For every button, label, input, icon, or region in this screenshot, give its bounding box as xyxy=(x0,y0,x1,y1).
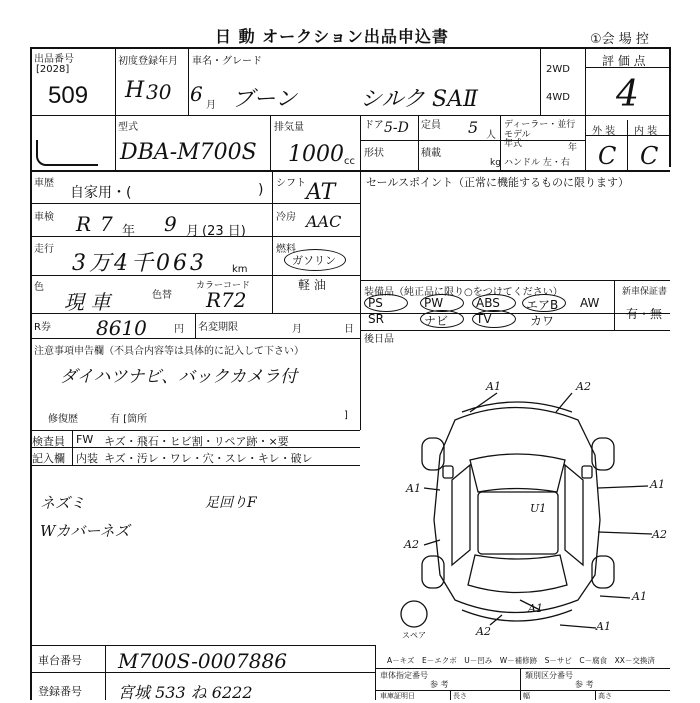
displacement-unit: cc xyxy=(344,156,355,167)
plate-value: 宮城 533 ね 6222 xyxy=(118,683,253,702)
capacity-value: 5 xyxy=(468,118,479,137)
inspector-note-left-1: ネズミ xyxy=(40,494,86,512)
equipment-item: SR xyxy=(368,312,384,326)
car-body-outline xyxy=(434,408,600,613)
repair-value: 有 [箇所 xyxy=(110,414,148,425)
inspection-month: 9 xyxy=(164,212,177,236)
color-change-label: 色替 xyxy=(152,290,172,301)
fuel-gas: ガソリン xyxy=(292,254,336,267)
equipment-item: カワ xyxy=(530,314,555,328)
dealer-label: ディーラー・並行 xyxy=(504,120,576,130)
damage-mark: A1 xyxy=(632,590,647,603)
damage-mark: A1 xyxy=(650,478,665,491)
form-title: 日 動 オークション出品申込書 xyxy=(215,27,449,46)
name-change-month: 月 xyxy=(292,324,302,335)
car-name-label: 車名・グレード xyxy=(192,56,262,67)
damage-mark: A1 xyxy=(596,620,611,633)
equipment-item: PW xyxy=(424,296,444,310)
inspector-note-left-2: Wカバーネズ xyxy=(40,522,130,540)
fw-label: FW xyxy=(76,433,94,446)
displacement-label: 排気量 xyxy=(274,122,304,133)
inspection-year-unit: 年 xyxy=(122,224,136,239)
length-label: 長さ xyxy=(453,692,467,700)
mileage-value: 3万4千063 xyxy=(72,251,207,276)
chassis-label: 車台番号 xyxy=(38,654,82,667)
registration-era: H xyxy=(125,78,145,103)
lot-number: 509 xyxy=(48,82,89,109)
leader-line xyxy=(600,596,630,598)
recycle-value: 8610 xyxy=(96,316,147,340)
interior-row-label: 内装 xyxy=(76,452,98,465)
interior-items: キズ・汚レ・ワレ・穴・スレ・キレ・破レ xyxy=(104,452,313,465)
warranty-value: 有・無 xyxy=(626,307,663,321)
damage-mark: A1 xyxy=(528,602,543,615)
inspection-year: 7 xyxy=(100,212,113,236)
leader-line xyxy=(598,486,648,488)
registration-month-unit: 月 xyxy=(206,100,216,111)
notes-value: ダイハツナビ、バックカメラ付 xyxy=(60,367,298,387)
car-side-window-left xyxy=(452,465,470,565)
maker-label: 車体指定番号 xyxy=(380,671,428,680)
doors-value: 5-D xyxy=(384,120,409,136)
mileage-label: 走行 xyxy=(34,244,54,255)
drive-4wd: 4WD xyxy=(546,92,570,103)
rating-score: 4 xyxy=(616,74,639,115)
leader-line xyxy=(598,532,652,534)
name-change-day: 日 xyxy=(344,324,354,335)
car-rear-bumper xyxy=(462,610,572,621)
ac-value: AAC xyxy=(306,212,342,231)
ref-2: 参 考 xyxy=(575,680,594,689)
color-code: R72 xyxy=(206,288,247,312)
lot-label: 出品番号 xyxy=(34,54,74,65)
interior-label: 内 装 xyxy=(634,126,658,137)
interior-grade: C xyxy=(640,142,659,170)
equipment-item: TV xyxy=(476,312,492,326)
cert-label: 車庫証明日 xyxy=(380,692,415,700)
model-value: DBA-M700S xyxy=(120,140,257,165)
color-value: 現 車 xyxy=(64,290,111,314)
venue-copy-label: ①会 場 控 xyxy=(590,32,649,47)
plate-label: 登録番号 xyxy=(38,685,82,698)
inspector-note-right: 足回りF xyxy=(205,495,257,511)
damage-mark: A2 xyxy=(476,625,491,638)
spare-tire xyxy=(401,601,427,627)
exterior-grade: C xyxy=(598,142,617,170)
equipment-item: AW xyxy=(580,296,600,310)
chassis-value: M700S-0007886 xyxy=(118,649,287,673)
inspection-label: 車検 xyxy=(34,212,54,223)
width-label: 幅 xyxy=(523,692,530,700)
leader-line xyxy=(424,540,440,545)
leader-line xyxy=(560,625,596,628)
car-rear-window xyxy=(468,555,567,593)
capacity-label: 定員 xyxy=(421,120,441,131)
repair-label: 修復歴 xyxy=(48,414,78,425)
fuel-label: 燃料 xyxy=(276,244,296,255)
car-mirror-left xyxy=(443,466,453,478)
equipment-item: PS xyxy=(368,296,383,310)
height-label: 高さ xyxy=(598,692,612,700)
shift-label: シフト xyxy=(276,178,306,189)
damage-mark: A1 xyxy=(486,380,501,393)
registration-label: 初度登録年月 xyxy=(118,56,178,67)
car-grade: シルク SAⅡ xyxy=(360,87,478,112)
rating-label: 評 価 点 xyxy=(602,54,646,68)
damage-mark: A2 xyxy=(404,538,419,551)
recycle-label: R券 xyxy=(34,322,51,333)
use-label: 車歴 xyxy=(34,178,54,189)
equipment-item: エアB xyxy=(526,298,559,312)
inspection-day: (23 日) xyxy=(202,224,246,239)
ac-label: 冷房 xyxy=(276,212,296,223)
registration-month: 6 xyxy=(190,82,203,106)
warranty-label: 新車保証書 xyxy=(622,287,668,297)
model-year-label: モデル年式 xyxy=(504,130,531,149)
doors-label: ドア xyxy=(364,120,384,131)
damage-mark: A1 xyxy=(406,482,421,495)
model-year-unit: 年 xyxy=(568,143,578,153)
handle-label: ハンドル 左・右 xyxy=(504,158,570,168)
sales-points-label: セールスポイント（正常に機能するものに限ります） xyxy=(366,176,630,189)
color-code-label: カラーコード xyxy=(196,281,251,291)
repair-close: ] xyxy=(344,410,348,421)
exterior-label: 外 装 xyxy=(592,126,616,137)
damage-mark: U1 xyxy=(530,502,547,515)
damage-mark: A2 xyxy=(652,528,667,541)
shape-label: 形状 xyxy=(364,148,384,159)
drive-2wd: 2WD xyxy=(546,64,570,75)
use-value: 自家用・( xyxy=(70,185,132,201)
equipment-item: ナビ xyxy=(424,314,449,328)
inspector-label: 検査員 xyxy=(32,435,65,448)
post-remarks-label: 後日品 xyxy=(364,334,394,345)
footer-legend: A－キズ E－エクボ U－凹み W－補修跡 S－サビ C－腐食 XX－交換済 xyxy=(387,656,655,665)
load-label: 積載 xyxy=(421,148,441,159)
damage-mark: A2 xyxy=(576,380,591,393)
car-side-window-right xyxy=(565,465,583,565)
color-label: 色 xyxy=(34,282,44,293)
car-name: ブーン xyxy=(232,87,297,112)
shift-value: AT xyxy=(306,180,336,205)
car-mirror-right xyxy=(582,466,592,478)
lot-sub: [2028] xyxy=(36,64,70,75)
equipment-item: ABS xyxy=(476,296,500,310)
notes-label: 注意事項申告欄（不具合内容等は具体的に記入して下さい） xyxy=(34,346,304,357)
use-close: ) xyxy=(258,182,264,198)
ref-1: 参 考 xyxy=(430,680,449,689)
load-unit: kg xyxy=(490,158,501,168)
inspection-era: R xyxy=(76,212,92,236)
fw-items: キズ・飛石・ヒビ割・リペア跡・×要 xyxy=(104,435,289,448)
car-wheel-rear-left xyxy=(422,556,444,588)
name-change-label: 名変期限 xyxy=(198,322,238,333)
inspection-month-unit: 月 xyxy=(186,224,200,239)
car-windshield xyxy=(470,454,565,492)
mileage-unit: km xyxy=(232,264,248,275)
recycle-unit: 円 xyxy=(174,324,184,335)
record-label: 記入欄 xyxy=(32,452,65,465)
capacity-unit: 人 xyxy=(486,130,496,141)
spare-label: スペア xyxy=(402,631,426,640)
displacement-value: 1000 xyxy=(288,142,344,167)
fuel-diesel: 軽 油 xyxy=(298,278,326,292)
equipment-label: 装備品（純正品に限り○をつけてください） xyxy=(364,287,563,298)
model-label: 型式 xyxy=(118,122,138,133)
leader-line xyxy=(424,488,440,490)
class-label: 類別区分番号 xyxy=(525,671,573,680)
registration-year: 30 xyxy=(146,80,172,104)
